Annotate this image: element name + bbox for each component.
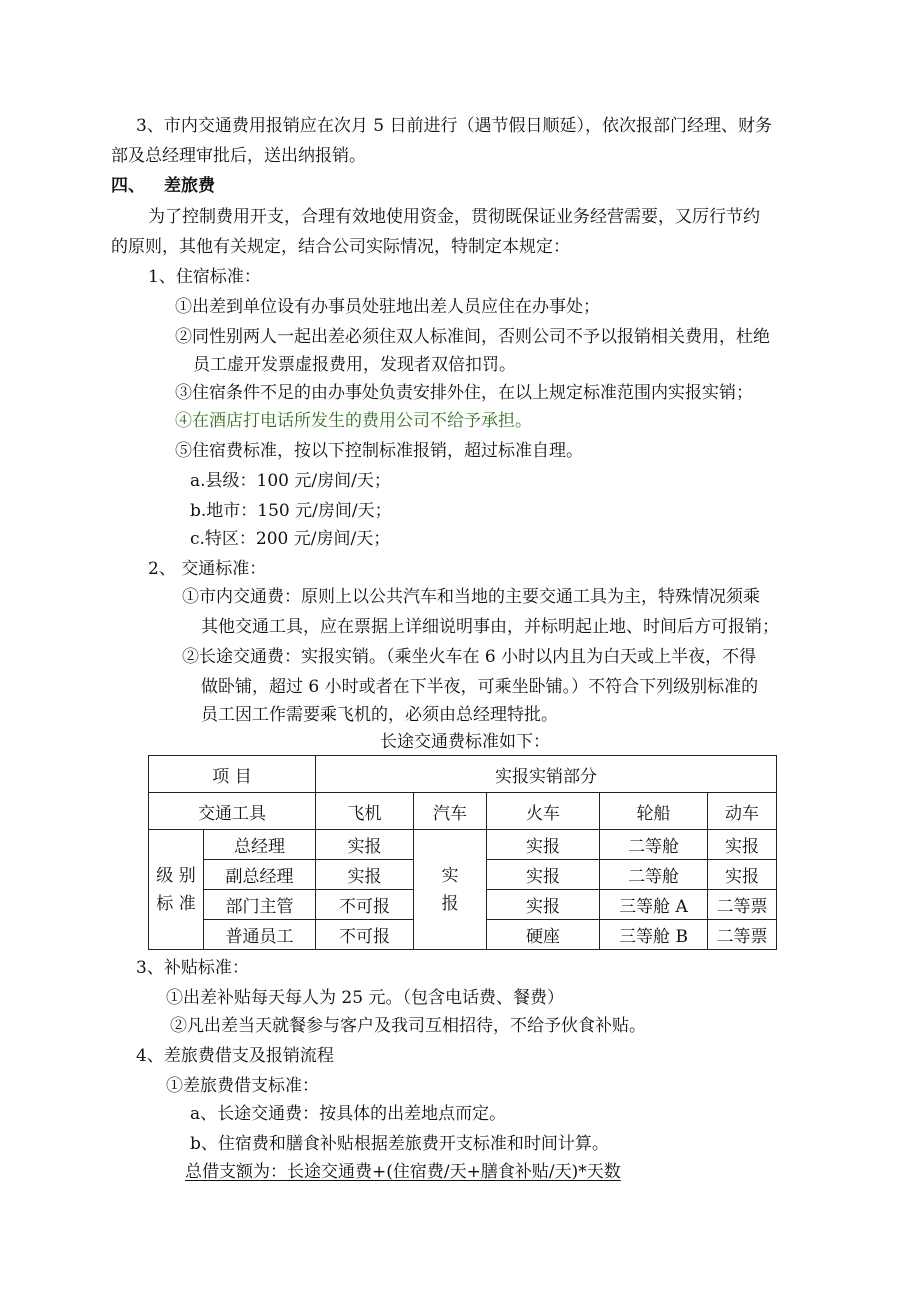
section-title: 差旅费 [164, 176, 215, 196]
rate-city: b.地市：150 元/房间/天； [190, 501, 392, 521]
level-label-line-2: 标 准 [156, 893, 196, 914]
mode-ship: 轮船 [600, 793, 708, 830]
header-transport: 交通工具 [149, 793, 316, 830]
emu-cell: 实报 [708, 830, 777, 860]
level-label [149, 830, 204, 950]
para-transport-deadline-1: 3、市内交通费用报销应在次月 5 日前进行（遇节假日顺延），依次报部门经理、财务 [136, 116, 772, 136]
ship-cell: 二等舱 [600, 860, 708, 890]
fare-standard-table [148, 755, 777, 950]
train-cell: 实报 [487, 860, 600, 890]
heading-transport: 2、 交通标准： [148, 559, 267, 579]
advance-item-b: b、住宿费和膳食补贴根据差旅费开支标准和时间计算。 [190, 1134, 609, 1154]
section-number: 四、 [111, 176, 145, 196]
mode-bus: 汽车 [414, 793, 487, 830]
plane-cell: 实报 [316, 860, 414, 890]
train-cell: 硬座 [487, 920, 600, 950]
mode-emu: 动车 [708, 793, 777, 830]
train-cell: 实报 [487, 830, 600, 860]
heading-advance-process: 4、差旅费借支及报销流程 [136, 1046, 334, 1066]
transport-long-line-1: ②长途交通费：实报实销。（乘坐火车在 6 小时以内且为白天或上半夜，不得 [182, 647, 757, 667]
lodging-item-3: ③住宿条件不足的由办事处负责安排外住，在以上规定标准范围内实报实销； [175, 383, 753, 403]
allowance-item-1: ①出差补贴每天每人为 25 元。（包含电话费、餐费） [166, 988, 564, 1008]
lodging-item-2-line-2: 员工虚开发票虚报费用，发现者双倍扣罚。 [193, 355, 516, 375]
rate-special-zone: c.特区：200 元/房间/天； [190, 529, 391, 549]
ship-cell: 三等舱 B [600, 920, 708, 950]
emu-cell: 二等票 [708, 920, 777, 950]
plane-cell: 不可报 [316, 890, 414, 920]
advance-formula: 总借支额为：长途交通费+(住宿费/天+膳食补贴/天)*天数 [185, 1162, 621, 1182]
role-cell: 副总经理 [204, 860, 316, 890]
rate-county: a.县级：100 元/房间/天； [190, 471, 391, 491]
bus-cell [414, 830, 487, 950]
heading-allowance: 3、补贴标准： [136, 958, 249, 978]
emu-cell: 实报 [708, 860, 777, 890]
intro-line-1: 为了控制费用开支，合理有效地使用资金，贯彻既保证业务经营需要，又厉行节约 [148, 207, 760, 227]
emu-cell: 二等票 [708, 890, 777, 920]
advance-item-a: a、长途交通费：按具体的出差地点而定。 [190, 1104, 507, 1124]
bus-cell-line-2: 报 [441, 893, 459, 914]
ship-cell: 三等舱 A [600, 890, 708, 920]
advance-standard: ①差旅费借支标准： [166, 1076, 319, 1096]
plane-cell: 实报 [316, 830, 414, 860]
bus-cell-line-1: 实 [441, 865, 459, 886]
lodging-item-2-line-1: ②同性别两人一起出差必须住双人标准间，否则公司不予以报销相关费用，杜绝 [175, 327, 770, 347]
mode-train: 火车 [487, 793, 600, 830]
header-item: 项 目 [149, 756, 316, 793]
transport-local-line-2: 其他交通工具，应在票据上详细说明事由，并标明起止地、时间后方可报销； [201, 617, 779, 637]
transport-long-line-3: 员工因工作需要乘飞机的，必须由总经理特批。 [201, 705, 558, 725]
intro-line-2: 的原则，其他有关规定，结合公司实际情况，特制定本规定： [111, 237, 570, 257]
lodging-item-5: ⑤住宿费标准，按以下控制标准报销，超过标准自理。 [175, 441, 583, 461]
role-cell: 总经理 [204, 830, 316, 860]
lodging-item-4: ④在酒店打电话所发生的费用公司不给予承担。 [175, 411, 532, 431]
lodging-item-1: ①出差到单位设有办事员处驻地出差人员应住在办事处； [175, 297, 600, 317]
transport-local-line-1: ①市内交通费：原则上以公共汽车和当地的主要交通工具为主，特殊情况须乘 [182, 587, 760, 607]
table-mode-row [149, 793, 777, 830]
para-transport-deadline-2: 部及总经理审批后，送出纳报销。 [111, 146, 366, 166]
ship-cell: 二等舱 [600, 830, 708, 860]
mode-plane: 飞机 [316, 793, 414, 830]
plane-cell: 不可报 [316, 920, 414, 950]
level-label-line-1: 级 别 [156, 865, 196, 886]
role-cell: 部门主管 [204, 890, 316, 920]
transport-long-line-2: 做卧铺，超过 6 小时或者在下半夜，可乘坐卧铺。）不符合下列级别标准的 [201, 677, 759, 697]
table-caption: 长途交通费标准如下： [380, 732, 550, 752]
heading-lodging: 1、住宿标准： [148, 267, 261, 287]
train-cell: 实报 [487, 890, 600, 920]
table-header-row [149, 756, 777, 793]
header-reimburse: 实报实销部分 [316, 756, 777, 793]
table-row [149, 830, 777, 860]
role-cell: 普通员工 [204, 920, 316, 950]
allowance-item-2: ②凡出差当天就餐参与客户及我司互相招待，不给予伙食补贴。 [170, 1016, 646, 1036]
